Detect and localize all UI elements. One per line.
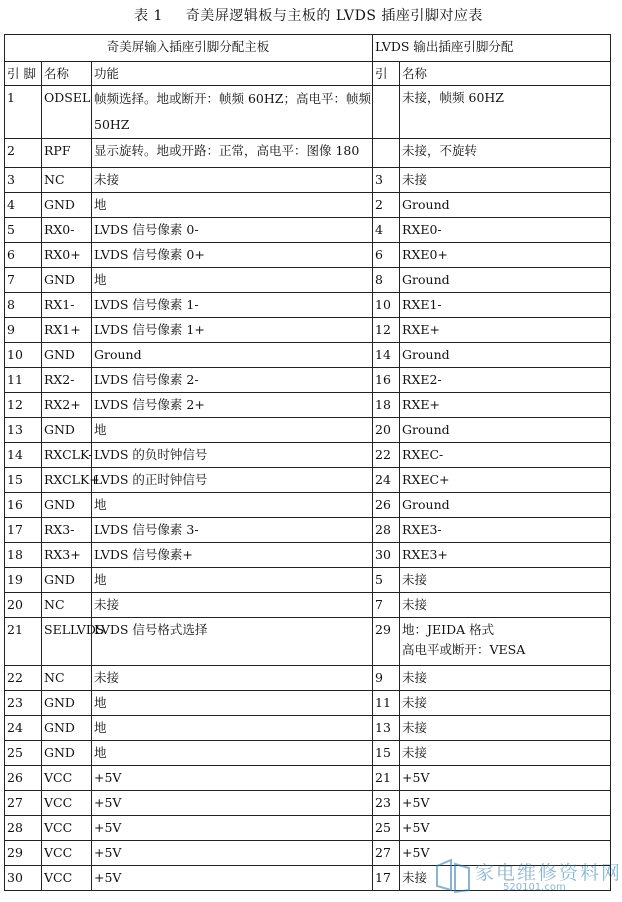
function-cell: +5V <box>92 866 373 891</box>
pin-cell: 21 <box>5 618 42 666</box>
pin-cell: 6 <box>5 243 42 268</box>
pin-cell: 1 <box>5 86 42 139</box>
pin-cell: 28 <box>5 816 42 841</box>
function-cell: LVDS 信号像素 3- <box>92 518 373 543</box>
out-pin-cell: 17 <box>373 866 400 891</box>
function-cell: 地 <box>92 193 373 218</box>
function-cell: +5V <box>92 791 373 816</box>
name-cell: RX2+ <box>42 393 92 418</box>
out-name-cell: RXE+ <box>400 393 611 418</box>
pin-cell: 13 <box>5 418 42 443</box>
out-name-cell: 未接 <box>400 568 611 593</box>
function-cell: LVDS 信号像素 2+ <box>92 393 373 418</box>
pin-cell: 29 <box>5 841 42 866</box>
out-pin-cell: 29 <box>373 618 400 666</box>
out-name-cell: RXE3- <box>400 518 611 543</box>
table-row <box>5 518 611 543</box>
table-row <box>5 193 611 218</box>
out-pin-cell: 23 <box>373 791 400 816</box>
function-cell: LVDS 的正时钟信号 <box>92 468 373 493</box>
out-name-cell: RXEC+ <box>400 468 611 493</box>
out-name-cell: +5V <box>400 766 611 791</box>
name-cell: GND <box>42 691 92 716</box>
pin-header: 引 脚 <box>5 62 42 86</box>
out-name-line: 地：JEIDA 格式 <box>402 622 495 637</box>
table-row <box>5 593 611 618</box>
out-pin-cell: 22 <box>373 443 400 468</box>
table-row <box>5 816 611 841</box>
name-cell: RPF <box>42 139 92 168</box>
pin-cell: 8 <box>5 293 42 318</box>
table-row <box>5 568 611 593</box>
function-cell: LVDS 信号像素 0- <box>92 218 373 243</box>
out-pin-cell: 10 <box>373 293 400 318</box>
out-name-cell <box>400 618 611 666</box>
out-name-cell: 未接，不旋转 <box>400 139 611 168</box>
table-row <box>5 468 611 493</box>
function-cell: LVDS 信号像素 2- <box>92 368 373 393</box>
out-name-cell: 未接 <box>400 691 611 716</box>
table-row <box>5 741 611 766</box>
table-row <box>5 86 611 139</box>
name-cell: VCC <box>42 791 92 816</box>
table-row <box>5 139 611 168</box>
name-cell: NC <box>42 593 92 618</box>
name-cell: RX0+ <box>42 243 92 268</box>
pin-cell: 22 <box>5 666 42 691</box>
function-cell: Ground <box>92 343 373 368</box>
out-name-cell: 未接，帧频 60HZ <box>400 86 611 139</box>
name-cell: NC <box>42 666 92 691</box>
function-cell: LVDS 信号像素 1- <box>92 293 373 318</box>
pin-cell: 20 <box>5 593 42 618</box>
function-cell: 未接 <box>92 593 373 618</box>
out-pin-cell: 9 <box>373 666 400 691</box>
out-pin-cell: 20 <box>373 418 400 443</box>
table-row <box>5 493 611 518</box>
pin-cell: 3 <box>5 168 42 193</box>
name-cell: ODSEL <box>42 86 92 139</box>
out-pin-cell: 12 <box>373 318 400 343</box>
out-name-cell: 未接 <box>400 866 611 891</box>
pin-cell: 15 <box>5 468 42 493</box>
out-name-cell: 未接 <box>400 593 611 618</box>
out-pin-cell: 16 <box>373 368 400 393</box>
pin-cell: 5 <box>5 218 42 243</box>
pin-cell: 7 <box>5 268 42 293</box>
pin-cell: 25 <box>5 741 42 766</box>
pin-cell: 18 <box>5 543 42 568</box>
out-name-cell: Ground <box>400 493 611 518</box>
function-cell: LVDS 信号像素+ <box>92 543 373 568</box>
out-pin-cell <box>373 139 400 168</box>
table-row <box>5 268 611 293</box>
out-pin-cell: 28 <box>373 518 400 543</box>
name-cell: VCC <box>42 841 92 866</box>
out-pin-cell: 13 <box>373 716 400 741</box>
name-header: 名称 <box>42 62 92 86</box>
pin-mapping-table <box>4 34 611 891</box>
out-name-cell: RXE+ <box>400 318 611 343</box>
table-body <box>5 86 611 891</box>
name-cell: RX3+ <box>42 543 92 568</box>
name-cell: GND <box>42 418 92 443</box>
table-row <box>5 243 611 268</box>
out-pin-cell: 25 <box>373 816 400 841</box>
pin-cell: 30 <box>5 866 42 891</box>
pin-cell: 9 <box>5 318 42 343</box>
function-cell: 地 <box>92 741 373 766</box>
out-pin-cell: 7 <box>373 593 400 618</box>
out-pin-cell: 21 <box>373 766 400 791</box>
function-cell: 地 <box>92 268 373 293</box>
name-cell: RX1+ <box>42 318 92 343</box>
out-name-cell: 未接 <box>400 168 611 193</box>
function-cell: +5V <box>92 816 373 841</box>
function-cell: LVDS 信号像素 0+ <box>92 243 373 268</box>
out-pin-cell: 11 <box>373 691 400 716</box>
function-cell: +5V <box>92 841 373 866</box>
table-row <box>5 393 611 418</box>
name-cell: RXCLK- <box>42 443 92 468</box>
out-pin-cell: 2 <box>373 193 400 218</box>
name-cell: SELLVDS <box>42 618 92 666</box>
pin-cell: 19 <box>5 568 42 593</box>
name-cell: GND <box>42 741 92 766</box>
pin-cell: 11 <box>5 368 42 393</box>
out-name-cell: 未接 <box>400 741 611 766</box>
pin-cell: 10 <box>5 343 42 368</box>
out-name-cell: RXE2- <box>400 368 611 393</box>
table-row <box>5 543 611 568</box>
name-cell: GND <box>42 193 92 218</box>
function-cell: 显示旋转。地或开路：正常，高电平：图像 180 <box>92 139 373 168</box>
function-header: 功能 <box>92 62 373 86</box>
out-name-cell: 未接 <box>400 716 611 741</box>
pin-cell: 4 <box>5 193 42 218</box>
table-title-text: 奇美屏逻辑板与主板的 LVDS 插座引脚对应表 <box>185 8 483 24</box>
out-pin-cell: 30 <box>373 543 400 568</box>
out-pin-header: 引 <box>373 62 400 86</box>
name-cell: GND <box>42 343 92 368</box>
out-name-cell: RXE0+ <box>400 243 611 268</box>
out-pin-cell: 5 <box>373 568 400 593</box>
table-row <box>5 443 611 468</box>
pin-cell: 2 <box>5 139 42 168</box>
table-row <box>5 218 611 243</box>
out-name-cell: +5V <box>400 791 611 816</box>
out-name-cell: RXEC- <box>400 443 611 468</box>
function-cell: 地 <box>92 568 373 593</box>
table-row <box>5 168 611 193</box>
out-pin-cell: 15 <box>373 741 400 766</box>
table-row <box>5 368 611 393</box>
name-cell: VCC <box>42 866 92 891</box>
function-cell: 未接 <box>92 168 373 193</box>
out-pin-cell: 24 <box>373 468 400 493</box>
left-group-header: 奇美屏输入插座引脚分配主板 <box>5 35 373 62</box>
pin-cell: 16 <box>5 493 42 518</box>
table-row <box>5 791 611 816</box>
table-row <box>5 666 611 691</box>
out-name-cell: Ground <box>400 343 611 368</box>
table-row <box>5 418 611 443</box>
name-cell: GND <box>42 493 92 518</box>
function-cell: 地 <box>92 691 373 716</box>
name-cell: GND <box>42 716 92 741</box>
name-cell: NC <box>42 168 92 193</box>
name-cell: VCC <box>42 766 92 791</box>
watermark-logo-icon <box>433 856 473 896</box>
table-row <box>5 716 611 741</box>
pin-cell: 17 <box>5 518 42 543</box>
out-name-cell: Ground <box>400 193 611 218</box>
out-pin-cell: 18 <box>373 393 400 418</box>
watermark-text: 家电维修资料网 <box>475 862 622 884</box>
name-cell: GND <box>42 268 92 293</box>
table-title <box>0 5 617 25</box>
out-name-cell: +5V <box>400 841 611 866</box>
pin-cell: 14 <box>5 443 42 468</box>
function-cell: 未接 <box>92 666 373 691</box>
table-row <box>5 318 611 343</box>
table-row <box>5 343 611 368</box>
name-cell: RXCLK+ <box>42 468 92 493</box>
out-pin-cell: 8 <box>373 268 400 293</box>
function-cell: LVDS 的负时钟信号 <box>92 443 373 468</box>
pin-cell: 23 <box>5 691 42 716</box>
table-number: 表 1 <box>134 8 163 24</box>
out-pin-cell: 3 <box>373 168 400 193</box>
function-cell: 地 <box>92 493 373 518</box>
pin-cell: 27 <box>5 791 42 816</box>
group-header-row <box>5 35 611 62</box>
function-cell: 地 <box>92 418 373 443</box>
name-cell: RX0- <box>42 218 92 243</box>
table-row <box>5 293 611 318</box>
function-cell: LVDS 信号格式选择 <box>92 618 373 666</box>
out-name-cell: Ground <box>400 268 611 293</box>
out-pin-cell: 26 <box>373 493 400 518</box>
column-header-row <box>5 62 611 86</box>
watermark-url: 520101.com <box>503 882 566 893</box>
name-cell: GND <box>42 568 92 593</box>
pin-cell: 12 <box>5 393 42 418</box>
out-pin-cell <box>373 86 400 139</box>
out-pin-cell: 14 <box>373 343 400 368</box>
name-cell: VCC <box>42 816 92 841</box>
table-row <box>5 766 611 791</box>
out-name-cell: RXE0- <box>400 218 611 243</box>
name-cell: RX1- <box>42 293 92 318</box>
function-cell: 地 <box>92 716 373 741</box>
watermark <box>433 856 622 896</box>
out-pin-cell: 6 <box>373 243 400 268</box>
name-cell: RX3- <box>42 518 92 543</box>
out-name-cell: +5V <box>400 816 611 841</box>
out-name-cell: RXE3+ <box>400 543 611 568</box>
table-row <box>5 618 611 666</box>
out-pin-cell: 4 <box>373 218 400 243</box>
right-group-header: LVDS 输出插座引脚分配 <box>373 35 611 62</box>
out-name-cell: 未接 <box>400 666 611 691</box>
function-cell: 帧频选择。地或断开：帧频 60HZ；高电平：帧频 50HZ <box>92 86 373 139</box>
pin-cell: 24 <box>5 716 42 741</box>
function-cell: +5V <box>92 766 373 791</box>
name-cell: RX2- <box>42 368 92 393</box>
out-name-line: 高电平或断开：VESA <box>402 642 526 657</box>
out-name-header: 名称 <box>400 62 611 86</box>
out-pin-cell: 27 <box>373 841 400 866</box>
function-cell: LVDS 信号像素 1+ <box>92 318 373 343</box>
pin-cell: 26 <box>5 766 42 791</box>
out-name-cell: Ground <box>400 418 611 443</box>
out-name-cell: RXE1- <box>400 293 611 318</box>
table-row <box>5 691 611 716</box>
